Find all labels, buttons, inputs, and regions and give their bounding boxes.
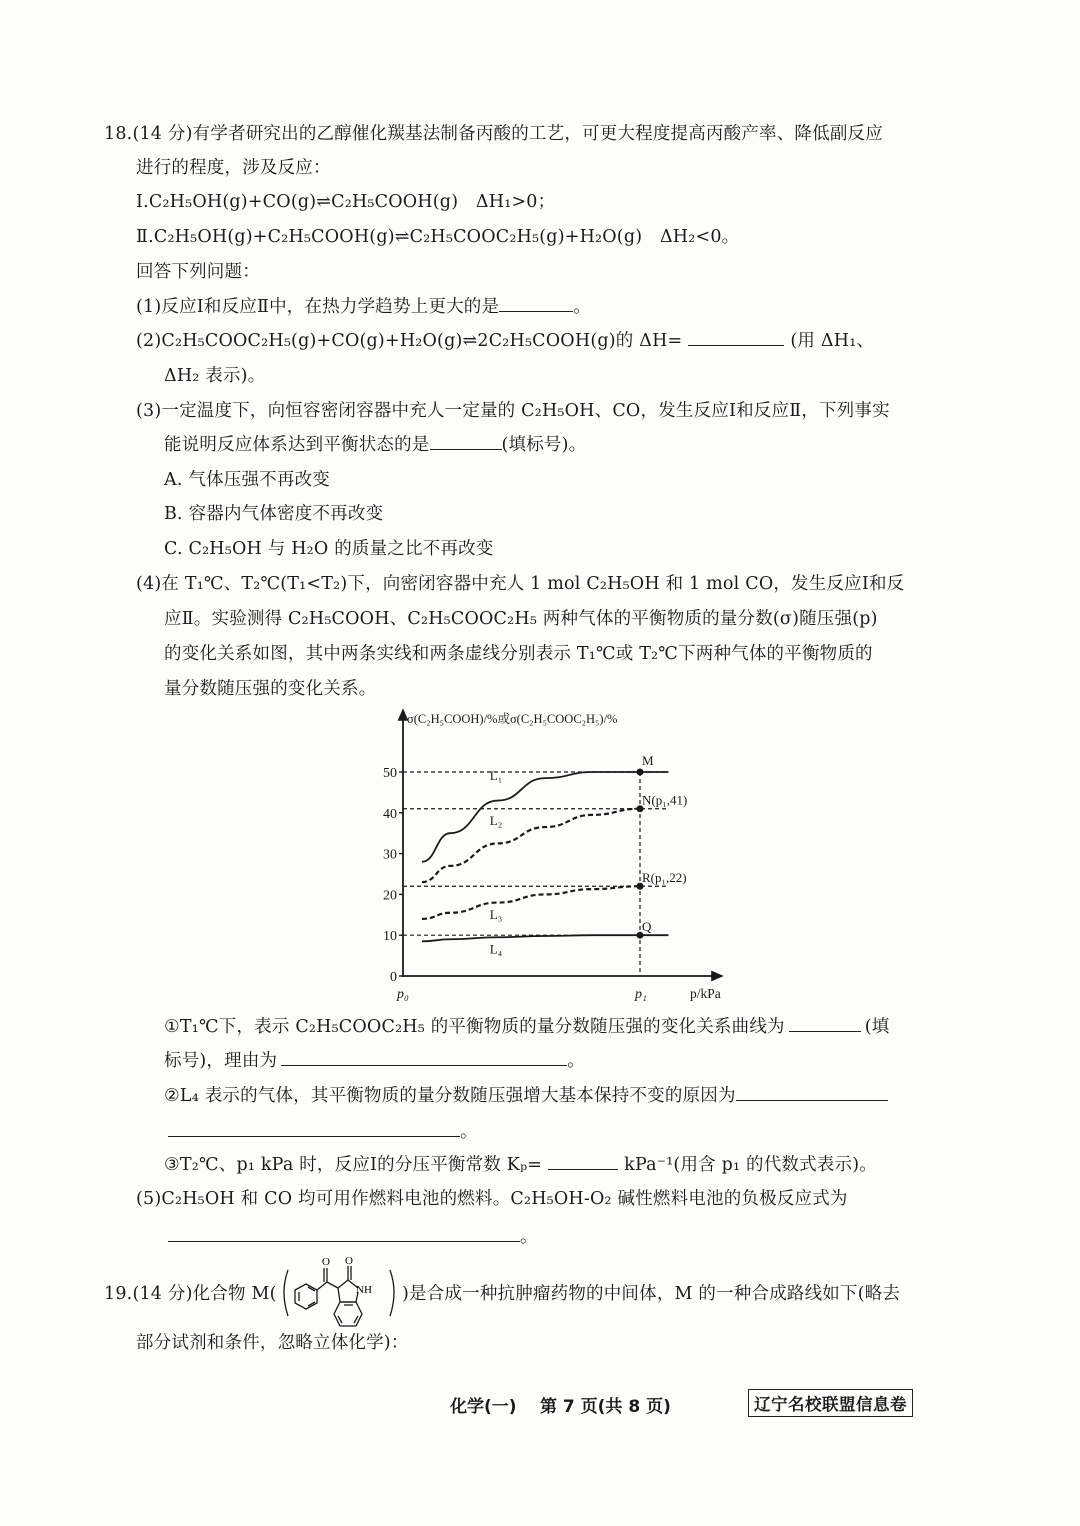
sub-question-3: (3)一定温度下，向恒容密闭容器中充人一定量的 C₂H₅OH、CO，发生反应Ⅰ和反应Ⅱ，下列事实 (136, 401, 890, 421)
q19-score: (14 分) (132, 1284, 193, 1304)
sub4-line-4: 量分数随压强的变化关系。 (164, 679, 377, 699)
sub-question-1 (136, 295, 591, 319)
sub4-q-iii (164, 1153, 877, 1177)
series-label-L4: L₄ (489, 941, 503, 957)
x-tick-p1: p₁ (635, 987, 647, 1002)
point-label-Q: Q (642, 919, 652, 935)
q-ii-text: ②L₄ 表示的气体，其平衡物质的量分数随压强增大基本保持不变的原因为 (164, 1086, 736, 1106)
q-iii-text: ③T₂℃、p₁ kPa 时，反应Ⅰ的分压平衡常数 Kₚ= (164, 1155, 543, 1175)
point-M (637, 769, 644, 776)
nh-label: NH (356, 1284, 372, 1296)
x-axis-label: p/kPa (690, 986, 721, 1001)
sub4-q-i-reason (164, 1049, 585, 1073)
answer-blank-4-i-curve[interactable] (789, 1017, 861, 1032)
q18-intro-1: 有学者研究出的乙醇催化羰基法制备丙酸的工艺，可更大程度提高丙酸产率、降低副反应 (192, 124, 883, 144)
q19-header (104, 1282, 277, 1306)
sub-question-5: (5)C₂H₅OH 和 CO 均可用作燃料电池的燃料。C₂H₅OH-O₂ 碱性燃料电池的负极反应式为 (136, 1189, 848, 1209)
sub2-hint: (用 ΔH₁、 (790, 331, 875, 351)
series-label-L1: L₁ (489, 768, 503, 784)
q18-score: (14 分) (132, 124, 193, 144)
answer-blank-5[interactable] (168, 1227, 520, 1242)
answer-blank-4-ii[interactable] (736, 1086, 888, 1101)
reaction-2: Ⅱ.C₂H₅OH(g)+C₂H₅COOH(g)⇌C₂H₅COOC₂H₅(g)+H₂O(g) ΔH₂<0。 (136, 227, 740, 247)
q-i-reason-text: 标号)，理由为 (164, 1051, 278, 1071)
q19-text-a: 化合物 M( (192, 1284, 277, 1304)
compound-m-structure (282, 1252, 402, 1332)
y-tick-label-30: 30 (383, 847, 397, 863)
carbonyl-o-1: O (322, 1256, 330, 1268)
footer-stamp: 辽宁名校联盟信息卷 (748, 1389, 913, 1417)
series-line-L2 (422, 809, 640, 882)
series-label-L3: L₃ (489, 906, 503, 922)
sub4-q-ii-cont (168, 1120, 478, 1144)
point-label-M: M (642, 753, 654, 768)
q19-number: 19. (104, 1284, 133, 1304)
sub3-hint: (填标号)。 (501, 435, 587, 455)
option-b: B. 容器内气体密度不再改变 (164, 504, 384, 524)
series-line-L1 (422, 772, 668, 862)
answer-blank-3[interactable] (430, 435, 502, 450)
reaction-1: Ⅰ.C₂H₅OH(g)+CO(g)⇌C₂H₅COOH(g) ΔH₁>0； (136, 192, 556, 212)
carbonyl-o-2: O (345, 1255, 353, 1267)
answer-blank-4-i-reason[interactable] (281, 1051, 567, 1066)
sub4-line-1: (4)在 T₁℃、T₂℃(T₁<T₂)下，向密闭容器中充人 1 mol C₂H₅OH 和 1 mol CO，发生反应Ⅰ和反 (136, 574, 905, 594)
y-tick-label-50: 50 (383, 766, 397, 781)
q-i-end: 。 (567, 1051, 585, 1071)
y-tick-label-0: 0 (390, 970, 397, 985)
q19-text-b: )是合成一种抗肿瘤药物的中间体，M 的一种合成路线如下(略去 (402, 1284, 901, 1304)
sub2-hint-cont: ΔH₂ 表示)。 (164, 366, 266, 386)
sub5-answer-line (168, 1225, 538, 1249)
y-tick-label-20: 20 (383, 888, 397, 904)
footer-subject: 化学(一) (450, 1397, 517, 1417)
q-iii-hint: kPa⁻¹(用含 p₁ 的代数式表示)。 (624, 1155, 877, 1175)
reference-lines (403, 772, 668, 976)
point-label-R: R(p₁,22) (642, 870, 687, 886)
answer-blank-4-ii-cont[interactable] (168, 1122, 460, 1137)
footer-page: 第 7 页(共 8 页) (540, 1397, 671, 1417)
y-ticks (383, 766, 403, 985)
sub2-text: (2)C₂H₅COOC₂H₅(g)+CO(g)+H₂O(g)⇌2C₂H₅COOH(g)的 ΔH= (136, 331, 683, 351)
equilibrium-chart (360, 700, 760, 1010)
sub4-q-ii (164, 1084, 888, 1108)
q-i-hint: (填 (864, 1017, 890, 1037)
points (637, 753, 688, 939)
sub4-line-2: 应Ⅱ。实验测得 C₂H₅COOH、C₂H₅COOC₂H₅ 两种气体的平衡物质的量分数(σ)随压强(p) (164, 609, 878, 629)
q18-intro-2: 进行的程度，涉及反应： (136, 158, 331, 178)
sub3-text: 能说明反应体系达到平衡状态的是 (164, 435, 430, 455)
option-a: A. 气体压强不再改变 (164, 470, 330, 490)
q-i-text: ①T₁℃下，表示 C₂H₅COOC₂H₅ 的平衡物质的量分数随压强的变化关系曲线为 (164, 1017, 785, 1037)
answer-blank-4-iii[interactable] (548, 1155, 618, 1170)
series-line-L4 (422, 935, 668, 941)
answer-blank-2[interactable] (688, 331, 784, 346)
y-tick-label-10: 10 (383, 929, 397, 945)
sub1-text: (1)反应Ⅰ和反应Ⅱ中，在热力学趋势上更大的是 (136, 297, 500, 317)
sub4-q-i (164, 1015, 889, 1039)
x-tick-p0: p₀ (397, 987, 409, 1002)
sub4-line-3: 的变化关系如图，其中两条实线和两条虚线分别表示 T₁℃或 T₂℃下两种气体的平衡物质的 (164, 644, 873, 664)
sub-question-2 (136, 329, 874, 353)
sub1-end: 。 (573, 297, 591, 317)
q19-text-c: 部分试剂和条件，忽略立体化学)： (136, 1333, 409, 1353)
y-axis-label: σ(C₂H₅COOH)/%或σ(C₂H₅COOC₂H₅)/% (407, 712, 618, 726)
sub3-line-2 (164, 433, 586, 457)
series-labels (490, 768, 503, 956)
q-ii-end: 。 (460, 1122, 478, 1142)
series-line-L3 (422, 886, 640, 919)
series-lines (422, 772, 668, 941)
point-label-N: N(p₁,41) (642, 792, 688, 808)
q18-header (104, 122, 883, 146)
sub5-end: 。 (520, 1227, 538, 1247)
answer-blank-1[interactable] (499, 297, 573, 312)
y-tick-label-40: 40 (383, 806, 397, 822)
q18-number: 18. (104, 124, 133, 144)
series-label-L2: L₂ (489, 813, 503, 829)
option-c: C. C₂H₅OH 与 H₂O 的质量之比不再改变 (164, 539, 494, 559)
answer-prompt: 回答下列问题： (136, 262, 260, 282)
